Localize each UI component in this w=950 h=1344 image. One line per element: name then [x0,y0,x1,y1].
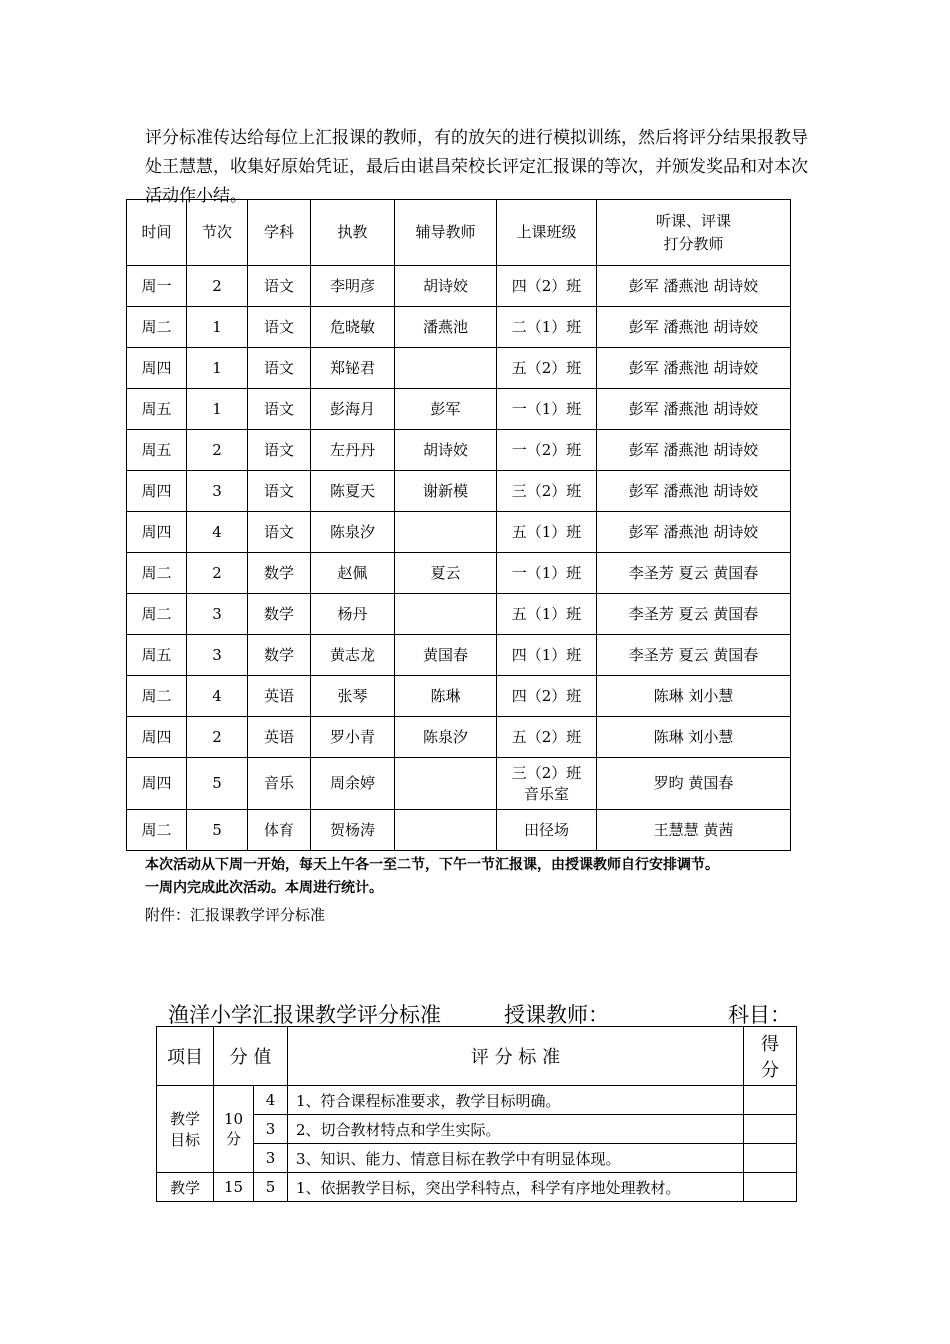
criteria-score-cell[interactable] [744,1115,797,1144]
schedule-row [127,512,791,553]
cell-tutor: 潘燕池 [395,307,497,348]
criteria-item-line: 教学 [169,1110,200,1128]
cell-period: 5 [187,810,248,851]
cell-subject: 语文 [248,348,311,389]
cell-tutor [395,348,497,389]
cell-class-line1: 三（2）班 [511,481,582,500]
cell-graders: 彭军 潘燕池 胡诗姣 [597,512,791,553]
schedule-row [127,553,791,594]
header-period: 节次 [187,200,248,266]
cell-teacher: 罗小青 [311,717,395,758]
activity-note [145,854,845,900]
cell-time: 周二 [127,594,187,635]
schedule-row [127,635,791,676]
cell-subject: 语文 [248,266,311,307]
cell-graders: 陈琳 刘小慧 [597,717,791,758]
cell-subject: 数学 [248,594,311,635]
criteria-item [157,1173,214,1202]
cell-tutor: 胡诗姣 [395,430,497,471]
cell-period: 3 [187,594,248,635]
criteria-header-score-line2: 分 [761,1060,780,1081]
cell-class [497,348,597,389]
cell-teacher: 陈夏天 [311,471,395,512]
cell-teacher: 周余婷 [311,758,395,810]
cell-time: 周二 [127,553,187,594]
cell-time: 周四 [127,717,187,758]
criteria-table [156,1026,797,1202]
criteria-points: 5 [254,1173,288,1202]
criteria-header-value: 分 值 [214,1027,288,1086]
teacher-label: 授课教师： [504,1003,609,1027]
criteria-total-line: 分 [225,1129,241,1148]
criteria-text: 2、切合教材特点和学生实际。 [288,1115,744,1144]
activity-note-line1: 本次活动从下周一开始，每天上午各一至二节，下午一节汇报课，由授课教师自行安排调节。 [145,857,719,873]
cell-tutor [395,512,497,553]
criteria-text: 1、符合课程标准要求，教学目标明确。 [288,1086,744,1115]
cell-subject: 语文 [248,307,311,348]
subject-label: 科目： [728,1003,791,1027]
criteria-row [157,1173,797,1202]
cell-tutor: 陈琳 [395,676,497,717]
criteria-title: 渔洋小学汇报课教学评分标准 [168,1003,441,1027]
cell-graders: 彭军 潘燕池 胡诗姣 [597,348,791,389]
cell-time: 周四 [127,512,187,553]
criteria-points: 4 [254,1086,288,1115]
cell-graders: 王慧慧 黄茜 [597,810,791,851]
cell-class [497,594,597,635]
cell-time: 周四 [127,758,187,810]
criteria-score-cell[interactable] [744,1144,797,1173]
criteria-text: 3、知识、能力、情意目标在教学中有明显体现。 [288,1144,744,1173]
cell-time: 周五 [127,635,187,676]
schedule-row [127,430,791,471]
criteria-points: 3 [254,1144,288,1173]
schedule-row [127,348,791,389]
cell-subject: 数学 [248,635,311,676]
criteria-item-line: 目标 [169,1131,200,1149]
cell-time: 周四 [127,348,187,389]
cell-period: 4 [187,512,248,553]
cell-subject: 英语 [248,676,311,717]
cell-teacher: 贺杨涛 [311,810,395,851]
cell-subject: 音乐 [248,758,311,810]
cell-teacher: 黄志龙 [311,635,395,676]
cell-graders: 罗昀 黄国春 [597,758,791,810]
cell-class-line2: 音乐室 [523,784,569,803]
header-graders-line2: 打分教师 [663,234,724,253]
cell-time: 周五 [127,389,187,430]
criteria-header-score [744,1027,797,1086]
cell-period: 2 [187,553,248,594]
criteria-item-line: 教学 [169,1178,200,1197]
schedule-row [127,594,791,635]
cell-period: 4 [187,676,248,717]
criteria-text: 1、依据教学目标，突出学科特点，科学有序地处理教材。 [288,1173,744,1202]
header-teacher: 执教 [311,200,395,266]
intro-paragraph: 评分标准传达给每位上汇报课的教师，有的放矢的进行模拟训练，然后将评分结果报教导处王慧慧，收集好原始凭证，最后由谌昌荣校长评定汇报课的等次，并颁发奖品和对本次活动作小结。 [145,128,808,206]
criteria-score-cell[interactable] [744,1173,797,1202]
schedule-row [127,717,791,758]
cell-teacher: 李明彦 [311,266,395,307]
cell-time: 周二 [127,676,187,717]
cell-class-line1: 五（1）班 [511,522,582,541]
cell-tutor [395,594,497,635]
schedule-row [127,471,791,512]
cell-class-line1: 四（2）班 [511,276,582,295]
cell-class-line1: 一（2）班 [511,440,582,459]
cell-class-line1: 五（2）班 [511,727,582,746]
cell-class [497,266,597,307]
criteria-header-score-line1: 得 [761,1034,780,1055]
cell-tutor: 谢新模 [395,471,497,512]
cell-subject: 体育 [248,810,311,851]
cell-teacher: 张琴 [311,676,395,717]
cell-teacher: 赵佩 [311,553,395,594]
cell-subject: 语文 [248,430,311,471]
cell-class [497,389,597,430]
cell-tutor: 胡诗姣 [395,266,497,307]
criteria-header-standard: 评 分 标 准 [288,1027,744,1086]
cell-class-line1: 二（1）班 [511,317,582,336]
cell-period: 2 [187,717,248,758]
cell-time: 周五 [127,430,187,471]
header-tutor: 辅导教师 [395,200,497,266]
criteria-score-cell[interactable] [744,1086,797,1115]
cell-tutor [395,810,497,851]
cell-teacher: 陈泉汐 [311,512,395,553]
criteria-total [214,1173,254,1202]
cell-period: 3 [187,471,248,512]
cell-class-line1: 一（1）班 [511,563,582,582]
cell-time: 周一 [127,266,187,307]
cell-time: 周二 [127,307,187,348]
cell-period: 2 [187,266,248,307]
criteria-points: 3 [254,1115,288,1144]
cell-graders: 李圣芳 夏云 黄国春 [597,635,791,676]
cell-graders: 彭军 潘燕池 胡诗姣 [597,430,791,471]
cell-class [497,307,597,348]
cell-class-line1: 四（1）班 [511,645,582,664]
schedule-row [127,389,791,430]
schedule-row [127,810,791,851]
cell-teacher: 郑铋君 [311,348,395,389]
cell-tutor: 陈泉汐 [395,717,497,758]
criteria-header-item: 项目 [157,1027,214,1086]
cell-period: 3 [187,635,248,676]
cell-period: 1 [187,307,248,348]
criteria-total [214,1086,254,1173]
cell-class [497,512,597,553]
cell-period: 1 [187,348,248,389]
cell-class-line1: 五（2）班 [511,358,582,377]
cell-tutor: 夏云 [395,553,497,594]
cell-class [497,553,597,594]
cell-class [497,676,597,717]
cell-class-line1: 一（1）班 [511,399,582,418]
header-graders [597,200,791,266]
cell-subject: 英语 [248,717,311,758]
header-class: 上课班级 [497,200,597,266]
activity-note-line2: 一周内完成此次活动。本周进行统计。 [145,880,383,896]
criteria-item [157,1086,214,1173]
cell-class-line1: 四（2）班 [511,686,582,705]
schedule-row [127,307,791,348]
schedule-row [127,676,791,717]
cell-teacher: 危晓敏 [311,307,395,348]
cell-teacher: 左丹丹 [311,430,395,471]
cell-teacher: 彭海月 [311,389,395,430]
cell-subject: 语文 [248,389,311,430]
cell-graders: 李圣芳 夏云 黄国春 [597,553,791,594]
cell-tutor: 黄国春 [395,635,497,676]
schedule-header-row [127,200,791,266]
cell-tutor [395,758,497,810]
cell-graders: 彭军 潘燕池 胡诗姣 [597,471,791,512]
cell-teacher: 杨丹 [311,594,395,635]
cell-graders: 彭军 潘燕池 胡诗姣 [597,266,791,307]
cell-time: 周四 [127,471,187,512]
cell-subject: 数学 [248,553,311,594]
schedule-row [127,758,791,810]
schedule-table [126,199,791,851]
cell-class-line1: 三（2）班 [511,763,582,782]
cell-graders: 陈琳 刘小慧 [597,676,791,717]
schedule-row [127,266,791,307]
header-time: 时间 [127,200,187,266]
cell-period: 5 [187,758,248,810]
cell-period: 2 [187,430,248,471]
cell-class-line1: 田径场 [523,820,569,839]
cell-class [497,430,597,471]
cell-class [497,635,597,676]
cell-period: 1 [187,389,248,430]
cell-class [497,758,597,810]
cell-subject: 语文 [248,471,311,512]
cell-subject: 语文 [248,512,311,553]
cell-class [497,471,597,512]
cell-class [497,717,597,758]
cell-graders: 彭军 潘燕池 胡诗姣 [597,389,791,430]
cell-class [497,810,597,851]
criteria-total-line: 15 [223,1178,244,1196]
cell-time: 周二 [127,810,187,851]
cell-graders: 彭军 潘燕池 胡诗姣 [597,307,791,348]
header-subject: 学科 [248,200,311,266]
criteria-title-bar [168,1002,793,1028]
criteria-header-row [157,1027,797,1086]
cell-class-line1: 五（1）班 [511,604,582,623]
cell-graders: 李圣芳 夏云 黄国春 [597,594,791,635]
criteria-row [157,1086,797,1115]
cell-tutor: 彭军 [395,389,497,430]
attachment-line: 附件：汇报课教学评分标准 [145,906,326,924]
criteria-total-line: 10 [223,1109,244,1128]
header-graders-line1: 听课、评课 [655,211,731,230]
